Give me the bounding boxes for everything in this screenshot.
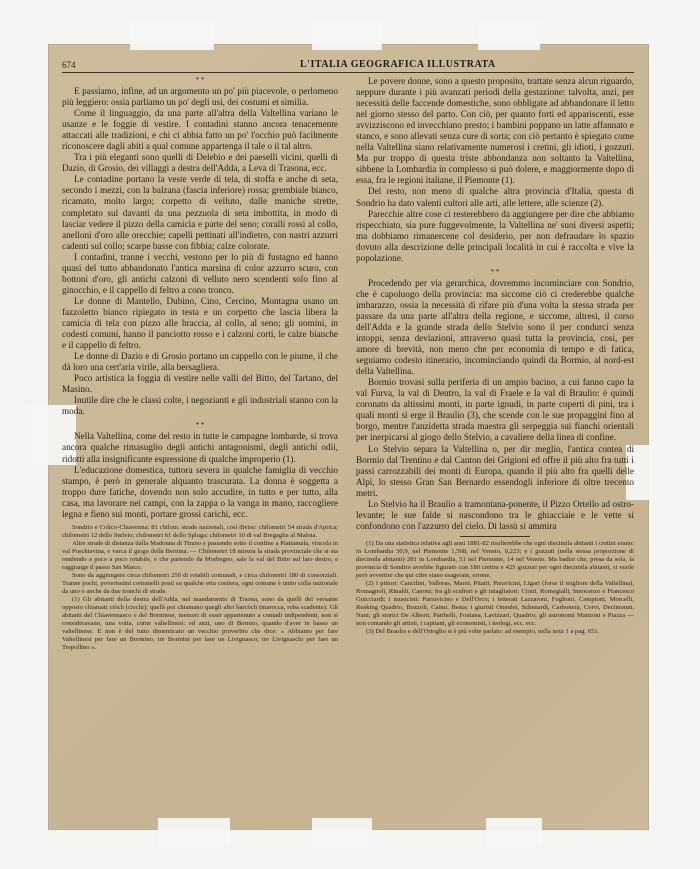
tape-top-left	[130, 20, 214, 50]
tape-top-center	[312, 20, 382, 50]
paragraph: L'educazione domestica, tuttora severa in qualche famiglia di vecchio stampo, è però in generale alquanto trascurata. La donna è soggetta a troppo dure fatiche, dovendo non solo accudire, in tutto e per tutto, alla casa, ma lavorare nei campi, con la zappa o la vanga in mano, raccogliere legna e fieno sui monti, portare grossi carichi, ecc.	[62, 464, 338, 519]
tape-bottom-right	[486, 818, 542, 846]
paragraph: E passiamo, infine, ad un argomento un po' più piacevole, o perlomeno più leggiero: ossia parliamo un po' degli usi, dei costumi et similia.	[62, 86, 338, 108]
paragraph: I contadini, tranne i vecchi, vestono per lo più di fustagno ed hanno quasi del tutto abbandonato l'antica marsina di color azzurro scuro, con bottoni d'oro, gli antichi calzoni di velluto nero scendenti solo fino al ginocchio, e il cappello di feltro a cono tronco.	[62, 251, 338, 295]
paragraph: Poco artistica la foggia di vestire nelle valli del Bitto, del Tartano, del Masino.	[62, 373, 338, 395]
paragraph: Bormio trovasi sulla periferia di un ampio bacino, a cui fanno capo la val Furva, la val di Dentro, la val di Fraele e la val di Braulio: è quindi coronato da altissimi monti, in parte ignudi, in parte coperti di pini, tra i quali monti si erge il Braulio (3), che scende con le sue propaggini fino al borgo, mentre l'anzidetta strada maestra gli serpeggia sui fianchi orientali per inerpicarsi al giogo dello Stelvio, a cavaliere della linea di confine.	[356, 377, 634, 443]
right-column	[356, 76, 634, 636]
paragraph: Le povere donne, sono a questo proposito, trattate senza alcun riguardo, neppure durante i più avanzati periodi della gestazione: talvolta, anzi, per necessità delle faccende domestiche, sono obbligate ad abbandonare il letto nel giorno stesso del parto. Con ciò, per quanto forti ed appariscenti, esse avvizziscono ed invecchiano presto; i bambini poppano un latte affannato e stanco, e sono allevati senza cure di sorta; con ciò pertanto è spiegato come nella Valtellina siano relativamente numerosi i cretini, gli idioti, i gozzuti. Ma pur troppo di questa triste abbondanza non soltanto la Valtellina, sibbene la Lombardia in complesso si può dolere, e maggiormente dopo di essa, fra le regioni italiane, il Piemonte (1).	[356, 76, 634, 186]
tape-bottom-center	[312, 818, 372, 846]
paragraph: Le donne di Dazio e di Grosio portano un cappello con le piume, il che dà loro una cert'aria virile, alla bersagliera.	[62, 351, 338, 373]
paragraph: Le donne di Mantello, Dubino, Cino, Cercino, Montagna usano un fazzoletto bianco ripiegato in testa e un corpetto che lascia libera la camicia di tela con pizzo alle braccia, al collo, al seno; gli uomini, in codesti comuni, hanno il panciotto rosso e i calzoni corti, le calze bianche e il cappello di feltro.	[62, 295, 338, 351]
paragraph: Tra i più eleganti sono quelli di Delebio e dei paeselli vicini, quelli di Dazio, di Grosio, dei villaggi a destra dell'Adda, a Leva di Trasona, ecc.	[62, 152, 338, 174]
paragraph: Nella Valtellina, come del resto in tutte le campagne lombarde, si trova ancora qualche rimasuglio degli antichi antagonismi, degli antichi odii, ridotti alla insignificante espressione di qualche improperio (1).	[62, 431, 338, 464]
paragraph: Le contadine portano la veste verde di tela, di stoffa e anche di seta, secondo i mezzi, con la balzana (fascia inferiore) rossa; grembiale bianco, ricamato, molto largo; corpetto di velluto, dalle maniche strette, completato sul davanti da una pezzuola di seta imbottita, in modo di lasciar vedere il pizzo della camicia e parte del seno; coralli rossi al collo, anelloni d'oro alle orecchie; capelli pettinati all'indietro, con nastri azzurri cadenti sul collo; scarpe basse con fibbia; calze colorate.	[62, 174, 338, 251]
paragraph: Lo Stelvio ha il Braulio a tramontana-ponente, il Pizzo Ortello ad ostro-levante; le sue falde si nascondono tra le ghiacciaie e le vette si confondono con l'azzurro del cielo. Di lassù si ammira	[356, 498, 634, 531]
section-divider: * *	[195, 421, 205, 430]
footnote: (1) Da una statistica relativa agli anni 1881-82 risulterebbe che ogni diecimila abitanti i cretini erano: in Lombardia 30,9, nel Piemonte 1,568, nel Veneto, 0,223; e i gozzuti (nella stessa proporzione di diecimila abitanti) 281 in Lombardia, 51 nel Piemonte, 14 nel Veneto. Ma badisi che, presa da sola, la provincia di Sondrio avrebbe figurato con 180 cretini e 425 gozzuti per ogni diecimila abitanti, si vuole però avvertire che qui cifre siano esagerate, errone.	[356, 539, 634, 579]
running-title: L'ITALIA GEOGRAFICA ILLUSTRATA	[300, 59, 496, 70]
section-divider: * *	[490, 267, 500, 276]
paragraph: Del resto, non meno di qualche altra provincia d'Italia, questa di Sondrio ha dato valenti cultori alle arti, alle lettere, alle scienze (2).	[356, 186, 634, 208]
footnote-rule	[460, 536, 530, 537]
footnote: Sono da aggiungere circa chilometri 250 di rotabili comunali, e circa chilometri 180 di consorziali. Tranne pochi, poverissimi comunelli posti su qualche erta costiera, ogni comune è unito colla nazionale da uno o anche da due tronchi di strade.	[62, 571, 338, 595]
page-number: 674	[62, 60, 76, 70]
footnote: (3) Del Braulio e dell'Ortoglio si è più volte parlato: ad esempio, nella nota 1 a pag. 651.	[366, 627, 600, 635]
paragraph: Procedendo per via gerarchica, dovremmo incominciare con Sondrio, che è capoluogo della provincia: ma siccome ciò ci crederebbe qualche imbarazzo, ossia la necessità di rifare più d'una volta la stessa strada per passare da una parte all'altra della regione, e siccome, altresì, il corso dell'Adda e la grande strada dello Stelvio sono il per condurci senza intoppi, senza deviazioni, attraverso quasi tutta la provincia, così, per amore di brevità, non meno che per economia di tempo e di fatica, seguiamo codesto itinerario, incominciando quindi da Bormio, al nord-est della Valtellina.	[356, 277, 634, 377]
footnote: Altre strade di distanza dalla Madonna di Tirano e passando sotto il confine a Piattamala, vincola in val Poschiavina, e varca il giogo della Bernina. — Chilometri 18 misura la strada provinciale che si sta rendendo a poco a poco rotabile, e che partendo da Morbegno, sale la val del Bitto sul lato destro, e raggiunge il passo San Marco.	[62, 539, 338, 571]
paragraph: Lo Stelvio separa la Valtellina o, per dir meglio, l'antica contea di Bormio dal Trentino e dal Canton dei Grigioni ed offre il più alto fra tutti i passi carrozzabili dei monti di Europa, quando il più alto fra quelli delle Alpi, lo stesso Gran San Bernardo essendogli inferiore di oltre trecento metri.	[356, 443, 634, 498]
paragraph: Inutile dire che le classi colte, i negozianti e gli industriali stanno con la moda.	[62, 395, 338, 417]
footnotes	[356, 540, 634, 636]
section-divider: * *	[195, 76, 205, 84]
tape-bottom-left	[158, 818, 230, 846]
header-rule	[62, 72, 634, 73]
footnote: (2) I pittori: Cancilini, Valloras, Marni, Pitatti, Paravicini, Ligari (forse il migliore della Valtellina), Romagnoli, Rinaldi, Canoni; fra gli scultori e gli intagliatori: Ciotti, Romegialli, Innocenzo e Francesco Guicciardi; i musicisti: Parravicino e Dell'Orco; i letterati Lazzaroni, Foglioni, Campioni, Morcelli, Rusking Quadrio, Bozzoli, Caimi, Besta; i giuristi Omodei, Schenardi, Carbonera, Corvi, Decimonni, Nani; gli storici De Alberti, Paribelli, Fontana, Lavizzari, Quadrio; gli astronomi Manzoni e Piazza — non contando gli artisti, i capitani, gli economisti, i teologi, ecc. ecc.	[356, 579, 634, 627]
footnotes	[62, 524, 338, 652]
footnote: Sondrio e Colico-Chiavenna: 81 chilom. strade nazionali, così divise: chilometri 54 strada d'Aprica; chilometri 12 dello Stelvio; chilometri 61 dello Spluga; chilometri 10 di val Bregaglia al Maloia.	[62, 523, 338, 539]
paragraph: Come il linguaggio, da una parte all'altra della Valtellina variano le usanze e le foggie di vestire. I contadini stanno ancora tenacemente attaccati alle tradizioni, e chi ci abbia fatto un po' l'occhio può facilmente riconoscere dagli abiti a qual comune appartenga il tale o il tal altro.	[62, 108, 338, 152]
footnote: (1) Gli abitanti della destra dell'Adda, nel mandamento di Traona, sono da quelli del versante opposto chiamati ciòch (ciechi); quelli poi chiamano quegli altri barcòch (marocca, roba scadente). Gli abitanti del Chiavennasco e del Bormiese, memori di esser appartenuto a contadi indipendenti, non si consideravano, una volta, come valtellinesi: ed anzi, uno di Bormio, quando d'aver in basso un valtellinese. E non è del tutto dimenticato un vecchio proverbio che dice: « Abbiamo per fare Valtellinesi per fare un Bormino, tre Bormini per fare un Livignasco; tre Livignaschi per fare un Trepollino ».	[62, 595, 338, 651]
left-column	[62, 76, 338, 652]
tape-top-right	[478, 20, 540, 50]
paragraph: Parecchie altre cose ci resterebbero da aggiungere per dire che abbiamo rispecchiato, sia pure fuggevolmente, la Valtellina ne' suoi diversi aspetti; ma dobbiamo rimanercene col desiderio, per non defraudare lo spazio dovuto alla descrizione delle principali località in cui è raccolta e vive la popolazione.	[356, 208, 634, 263]
